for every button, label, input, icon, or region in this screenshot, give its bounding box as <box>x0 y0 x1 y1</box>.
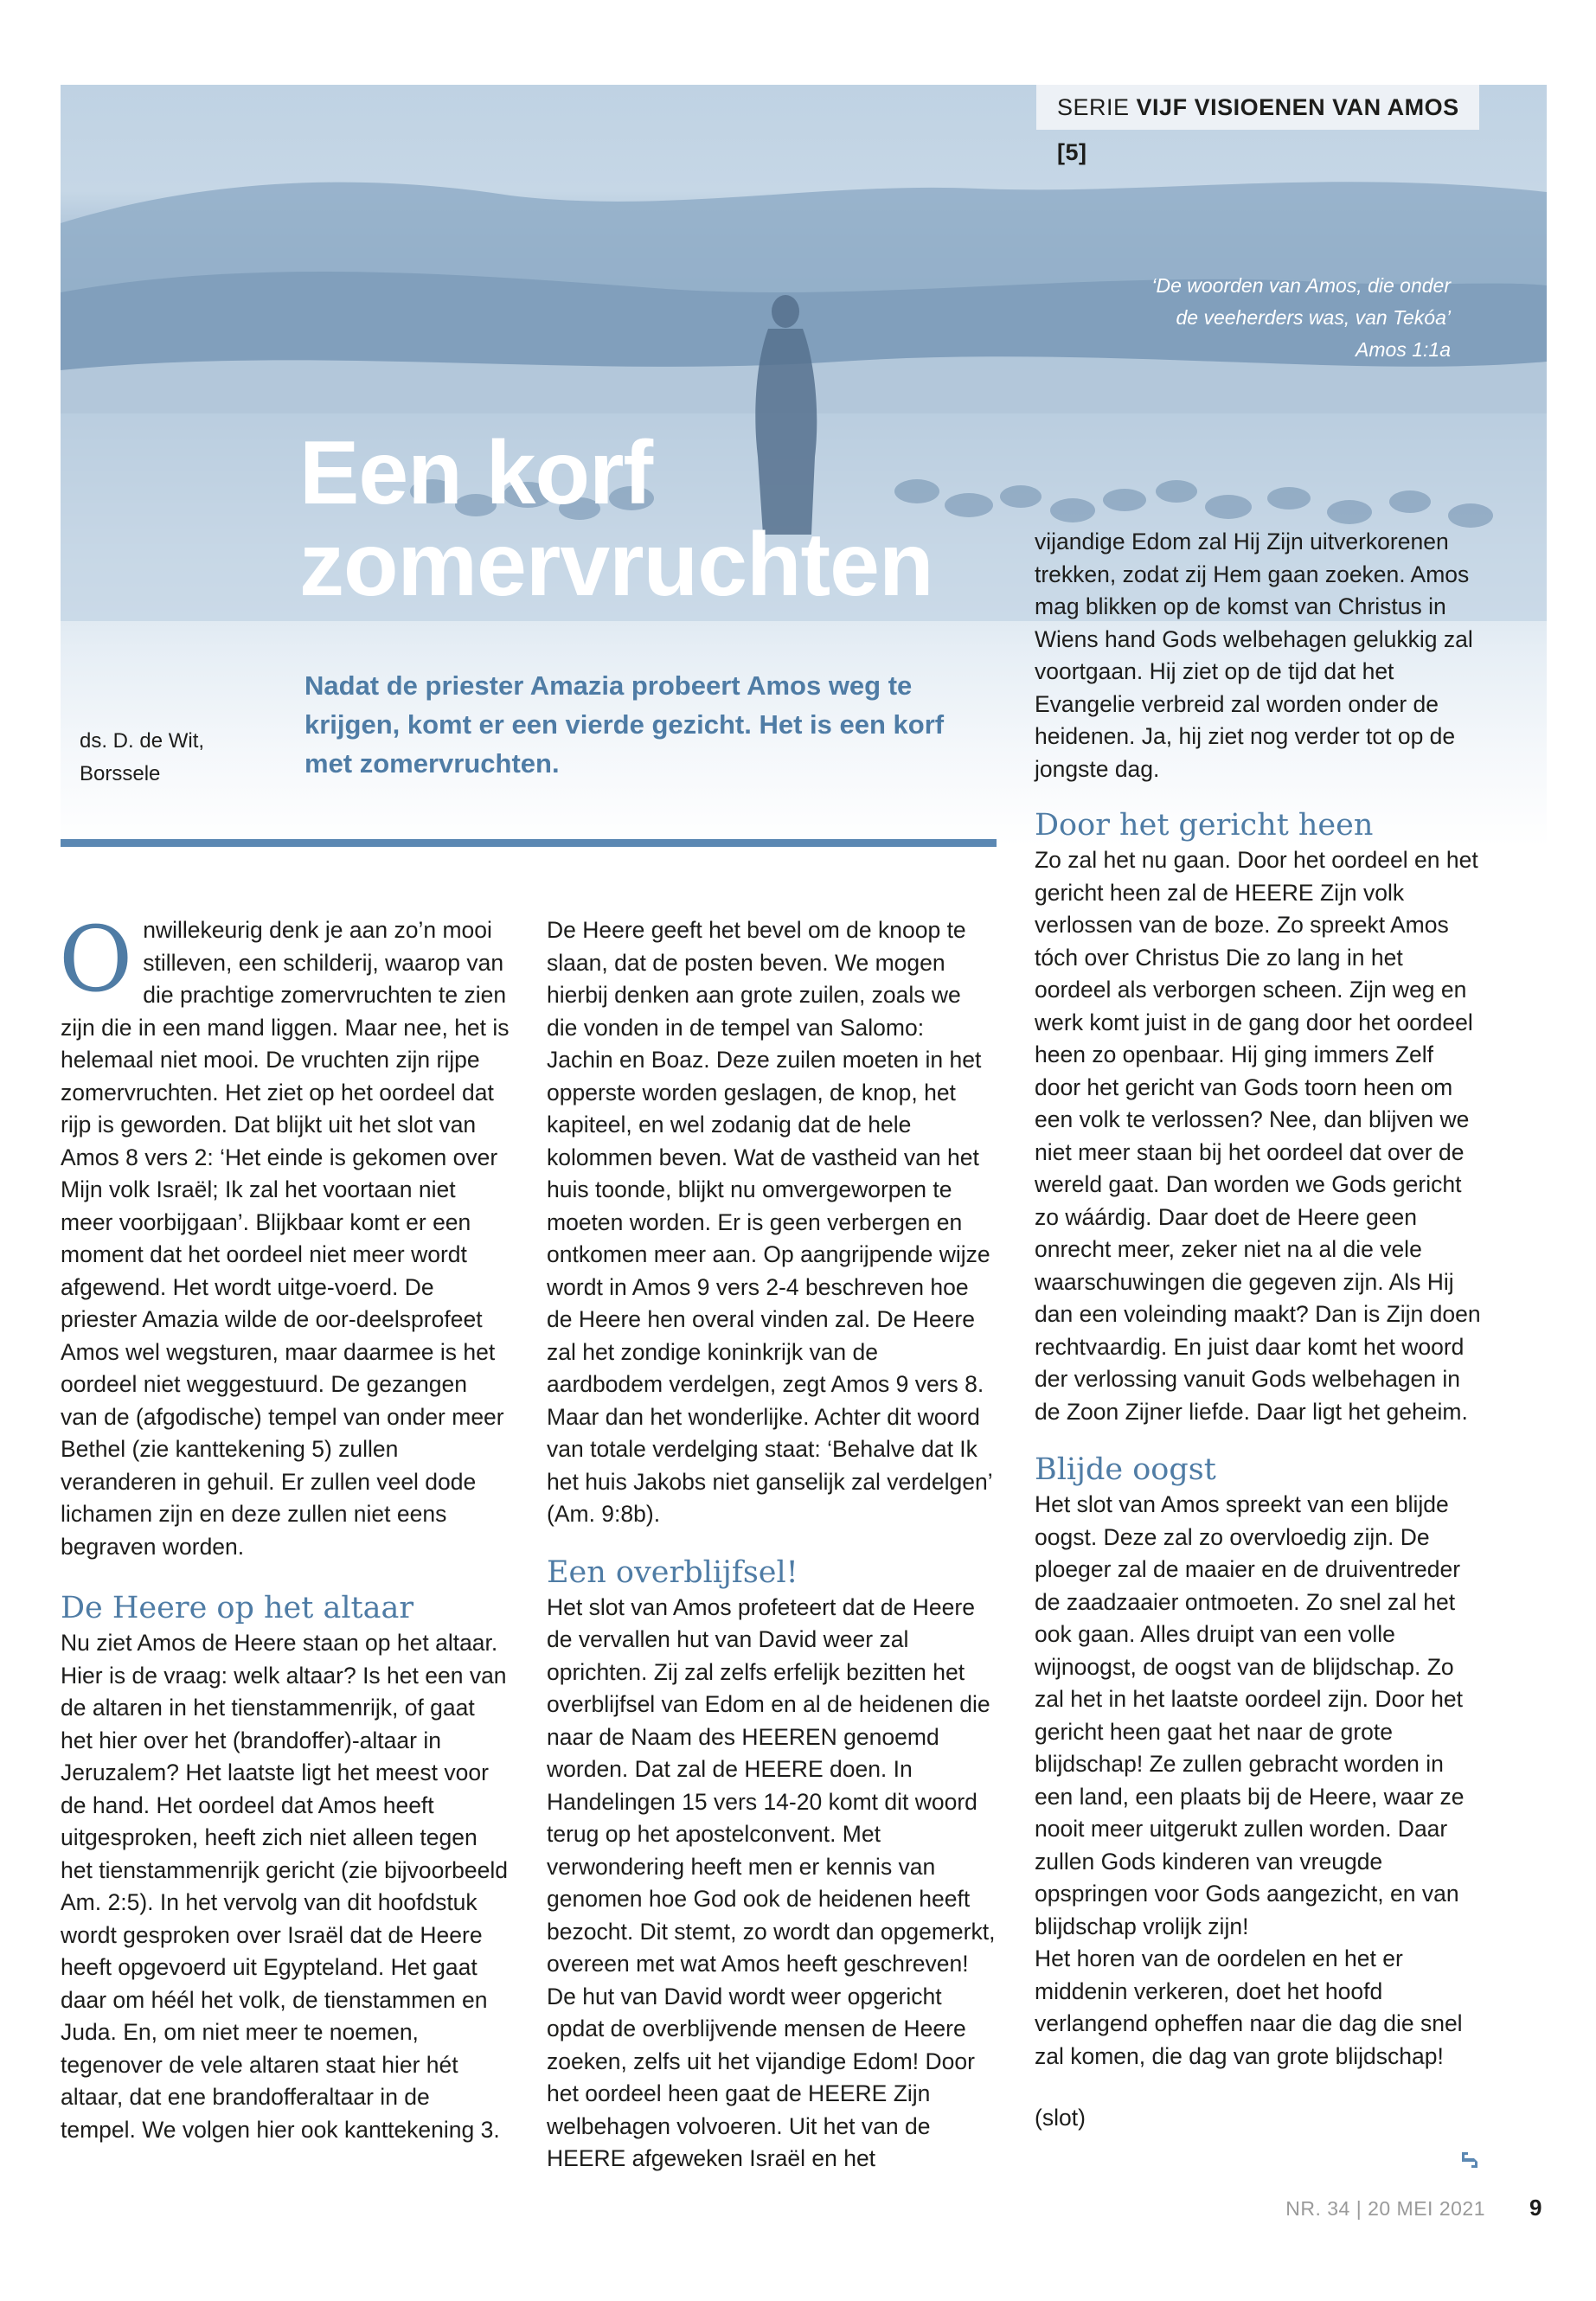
page-number: 9 <box>1529 2195 1542 2221</box>
column-2 <box>547 914 997 2176</box>
issue-info: NR. 34 | 20 MEI 2021 <box>1285 2197 1485 2220</box>
author-location: Borssele <box>80 762 161 785</box>
paragraph: De Heere geeft het bevel om de knoop te slaan, dat de posten beven. We mogen hierbij denken aan grote zuilen, zoals we die vonden in de tempel van Salomo: Jachin en Boaz. Deze zuilen moeten in het opperste worden geslagen, de knop, het kapiteel, en wel zodanig dat de hele kolommen beven. Wat de vastheid van het huis toonde, blijkt nu omvergeworpen te moeten worden. Er is geen verbergen en ontkomen meer aan. Op aangrijpende wijze wordt in Amos 9 vers 2-4 beschreven hoe de Heere hen overal vinden zal. De Heere zal het zondige koninkrijk van de aardbodem verdelgen, zegt Amos 9 vers 8. Maar dan het wonderlijke. Achter dit woord van totale verdelging staat: ‘Behalve dat Ik het huis Jakobs niet ganselijk zal verdelgen’ (Am. 9:8b). <box>547 917 992 1527</box>
paragraph: Het horen van de oordelen en het er middenin verkeren, doet het hoofd verlangend opheffen naar die dag die snel zal komen, die dag van grote blijdschap! <box>1035 1945 1463 2069</box>
section-heading: De Heere op het altaar <box>61 1591 414 1625</box>
series-label <box>1036 85 1479 165</box>
column-3-top <box>1035 526 1484 785</box>
paragraph: Het slot van Amos profeteert dat de Heere de vervallen hut van David weer zal oprichten. Zij zal zelfs erfelijk bezitten het overblijfsel van Edom en al de heidenen die naar de Naam des HEEREN genoemd worden. Dat zal de HEERE doen. In Handelingen 15 vers 14-20 komt dit woord terug op het apostelconvent. Met verwondering heeft men er kennis van genomen hoe God ook de heidenen heeft bezocht. Dit stemt, zo wordt dan opgemerkt, overeen met wat Amos heeft geschreven! De hut van David wordt weer opgericht opdat de overblijvende mensen de Heere zoeken, zelfs uit het vijandige Edom! Door het oordeel heen gaat de HEERE Zijn welbehagen volvoeren. Uit het van de HEERE afgeweken Israël en het <box>547 1593 996 2171</box>
column-1 <box>59 907 510 2146</box>
quote-reference: Amos 1:1a <box>1356 338 1451 361</box>
quote-line: ‘De woorden van Amos, die onder <box>1151 274 1451 297</box>
closing-note: (slot) <box>1035 2105 1086 2131</box>
series-title: VIJF VISIOENEN VAN AMOS [5] <box>1057 94 1459 165</box>
series-prefix: SERIE <box>1057 94 1130 120</box>
author-name: ds. D. de Wit, <box>80 729 205 753</box>
article-lede: Nadat de priester Amazia probeert Amos weg te krijgen, komt er een vierde gezicht. Het is een korf met zomervruchten. <box>304 670 945 779</box>
dropcap: O <box>59 907 133 1012</box>
section-heading: Door het gericht heen <box>1035 808 1374 843</box>
paragraph <box>59 907 510 1563</box>
section-heading: Blijde oogst <box>1035 1452 1216 1487</box>
column-3 <box>1035 806 1484 2135</box>
paragraph: Zo zal het nu gaan. Door het oordeel en het gericht heen zal de HEERE Zijn volk verlossen van de boze. Zo spreekt Amos tóch over Christus Die zo lang in het oordeel als verborgen scheen. Zijn weg en werk komt juist in de gang door het oordeel heen zo openbaar. Hij ging immers Zelf door het gericht van Gods toorn heen om een volk te verlossen? Nee, dan blijven we niet meer staan bij het oordeel dat over de wereld gaat. Dan worden we Gods gericht zo wáárdig. Daar doet de Heere geen onrecht meer, zeker niet na al die vele waarschuwingen die gegeven zijn. Als Hij dan een voleinding maakt? Dan is Zijn doen rechtvaardig. En juist daar komt het woord der verlossing vanuit Gods welbehagen in de Zoon Zijner liefde. Daar ligt het geheim. <box>1035 847 1481 1425</box>
paragraph: Het slot van Amos spreekt van een blijde oogst. Deze zal zo overvloedig zijn. De ploeger zal de maaier en de druiventreder de zaadzaaier ontmoeten. Zo snel zal het ook gaan. Alles druipt van een volle wijnoogst, de oogst van de blijdschap. Zo zal het in het laatste oordeel zijn. Door het gericht heen gaat het naar de grote blijdschap! Ze zullen gebracht worden in een land, een plaats bij de Heere, waar ze nooit meer uitgerukt zullen worden. Daar zullen Gods kinderen van vreugde opspringen voor Gods aangezicht, en van blijdschap vrolijk zijn! <box>1035 1491 1465 1939</box>
paragraph: Nu ziet Amos de Heere staan op het altaar. Hier is de vraag: welk altaar? Is het een van de altaren in het tienstammenrijk, of gaat het hier over het (brandoffer)-altaar in Jeruzalem? Het laatste ligt het meest voor de hand. Het oordeel dat Amos heeft uitgesproken, heeft zich niet alleen tegen het tienstammenrijk gericht (zie bijvoorbeeld Am. 2:5). In het vervolg van dit hoofdstuk wordt gesproken over Israël dat de Heere heeft opgevoerd uit Egypteland. Het gaat daar om héél het volk, de tienstammen en Juda. En, om niet meer te noemen, tegenover de vele altaren staat hier hét altaar, dat ene brandofferaltaar in de tempel. We volgen hier ook kanttekening 3. <box>61 1630 508 2143</box>
title-line: zomervruchten <box>299 515 933 615</box>
title-line: Een korf <box>299 423 653 523</box>
quote-line: de veeherders was, van Tekóa’ <box>1176 306 1451 329</box>
author-byline <box>80 725 204 791</box>
divider-rule <box>61 839 997 847</box>
section-heading: Een overblijfsel! <box>547 1554 798 1590</box>
paragraph-text: nwillekeurig denk je aan zo’n mooi stilleven, een schilderij, waarop van die prachtige zomervruchten te zien zijn die in een mand liggen. Maar nee, het is helemaal niet mooi. De vruchten zijn rijpe zomervruchten. Het ziet op het oordeel dat rijp is geworden. Dat blijkt uit het slot van Amos 8 vers 2: ‘Het einde is gekomen over Mijn volk Israël; Ik zal het voortaan niet meer voorbijgaan’. Blijkbaar komt er een moment dat het oordeel niet meer wordt afgewend. Het wordt uitge-voerd. De priester Amazia wilde de oor-deelsprofeet Amos wel wegsturen, maar daarmee is het oordeel niet weggestuurd. De gezangen van de (afgodische) tempel van onder meer Bethel (zie kanttekening 5) zullen veranderen in gehuil. Er zullen veel dode lichamen zijn en deze zullen niet eens begraven worden. <box>61 917 510 1560</box>
article-title <box>299 423 933 615</box>
end-mark-icon <box>1460 2150 1479 2170</box>
epigraph-quote <box>1001 270 1451 366</box>
paragraph: vijandige Edom zal Hij Zijn uitverkorenen trekken, zodat zij Hem gaan zoeken. Amos mag blikken op de komst van Christus in Wiens hand Gods welbehagen gelukkig zal voortgaan. Hij ziet op de tijd dat het Evangelie verbreid zal worden onder de heidenen. Ja, hij ziet nog verder tot op de jongste dag. <box>1035 529 1473 782</box>
